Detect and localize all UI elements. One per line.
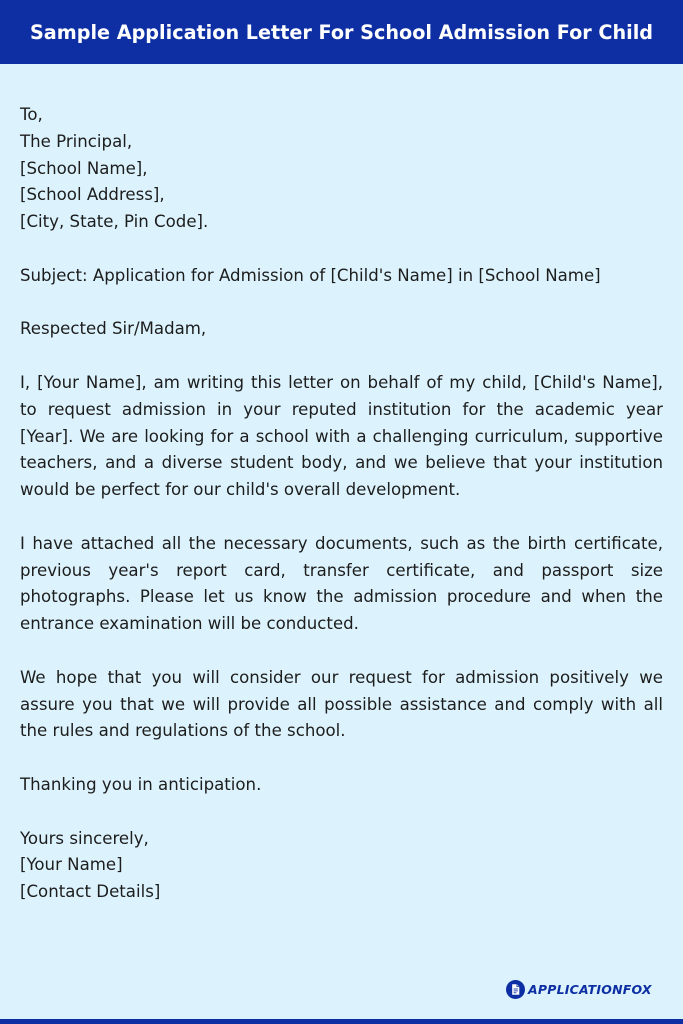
sign-off-contact: [Contact Details] xyxy=(20,882,161,902)
address-to: To, xyxy=(20,105,43,124)
address-recipient: The Principal, xyxy=(20,131,133,151)
sign-off-closing: Yours sincerely, xyxy=(20,828,149,848)
address-school-name: [School Name], xyxy=(20,158,148,178)
bottom-bar xyxy=(0,1019,683,1024)
applicationfox-logo xyxy=(506,978,652,1000)
sign-off-block xyxy=(20,826,663,906)
page-title: Sample Application Letter For School Admission For Child xyxy=(29,20,654,44)
address-city-state: [City, State, Pin Code]. xyxy=(20,212,209,232)
letter-body xyxy=(20,102,663,933)
sign-off-name: [Your Name] xyxy=(20,855,123,875)
document-icon xyxy=(506,980,525,999)
address-block xyxy=(20,102,663,236)
letter-subject: Subject: Application for Admission of [Child's Name] in [School Name] xyxy=(20,265,601,285)
letter-closing-line: Thanking you in anticipation. xyxy=(20,774,262,794)
letter-salutation: Respected Sir/Madam, xyxy=(20,319,207,339)
letter-paragraph: I have attached all the necessary documents, such as the birth certificate, previous year's report card, transfer certificate, and passport size photographs. Please let us know the admission procedure and when the entrance examination will be conducted. xyxy=(20,533,663,634)
logo-text: APPLICATIONFOX xyxy=(528,981,652,997)
letter-paragraph: I, [Your Name], am writing this letter on behalf of my child, [Child's Name], to request admission in your reputed institution for the academic year [Year]. We are looking for a school with a challenging curriculum, supportive teachers, and a diverse student body, and we believe that your institution would be perfect for our child's overall development. xyxy=(20,372,663,500)
header-banner xyxy=(0,0,683,64)
address-school-address: [School Address], xyxy=(20,185,165,205)
letter-paragraph: We hope that you will consider our request for admission positively we assure you that we will provide all possible assistance and comply with all the rules and regulations of the school. xyxy=(20,667,663,741)
